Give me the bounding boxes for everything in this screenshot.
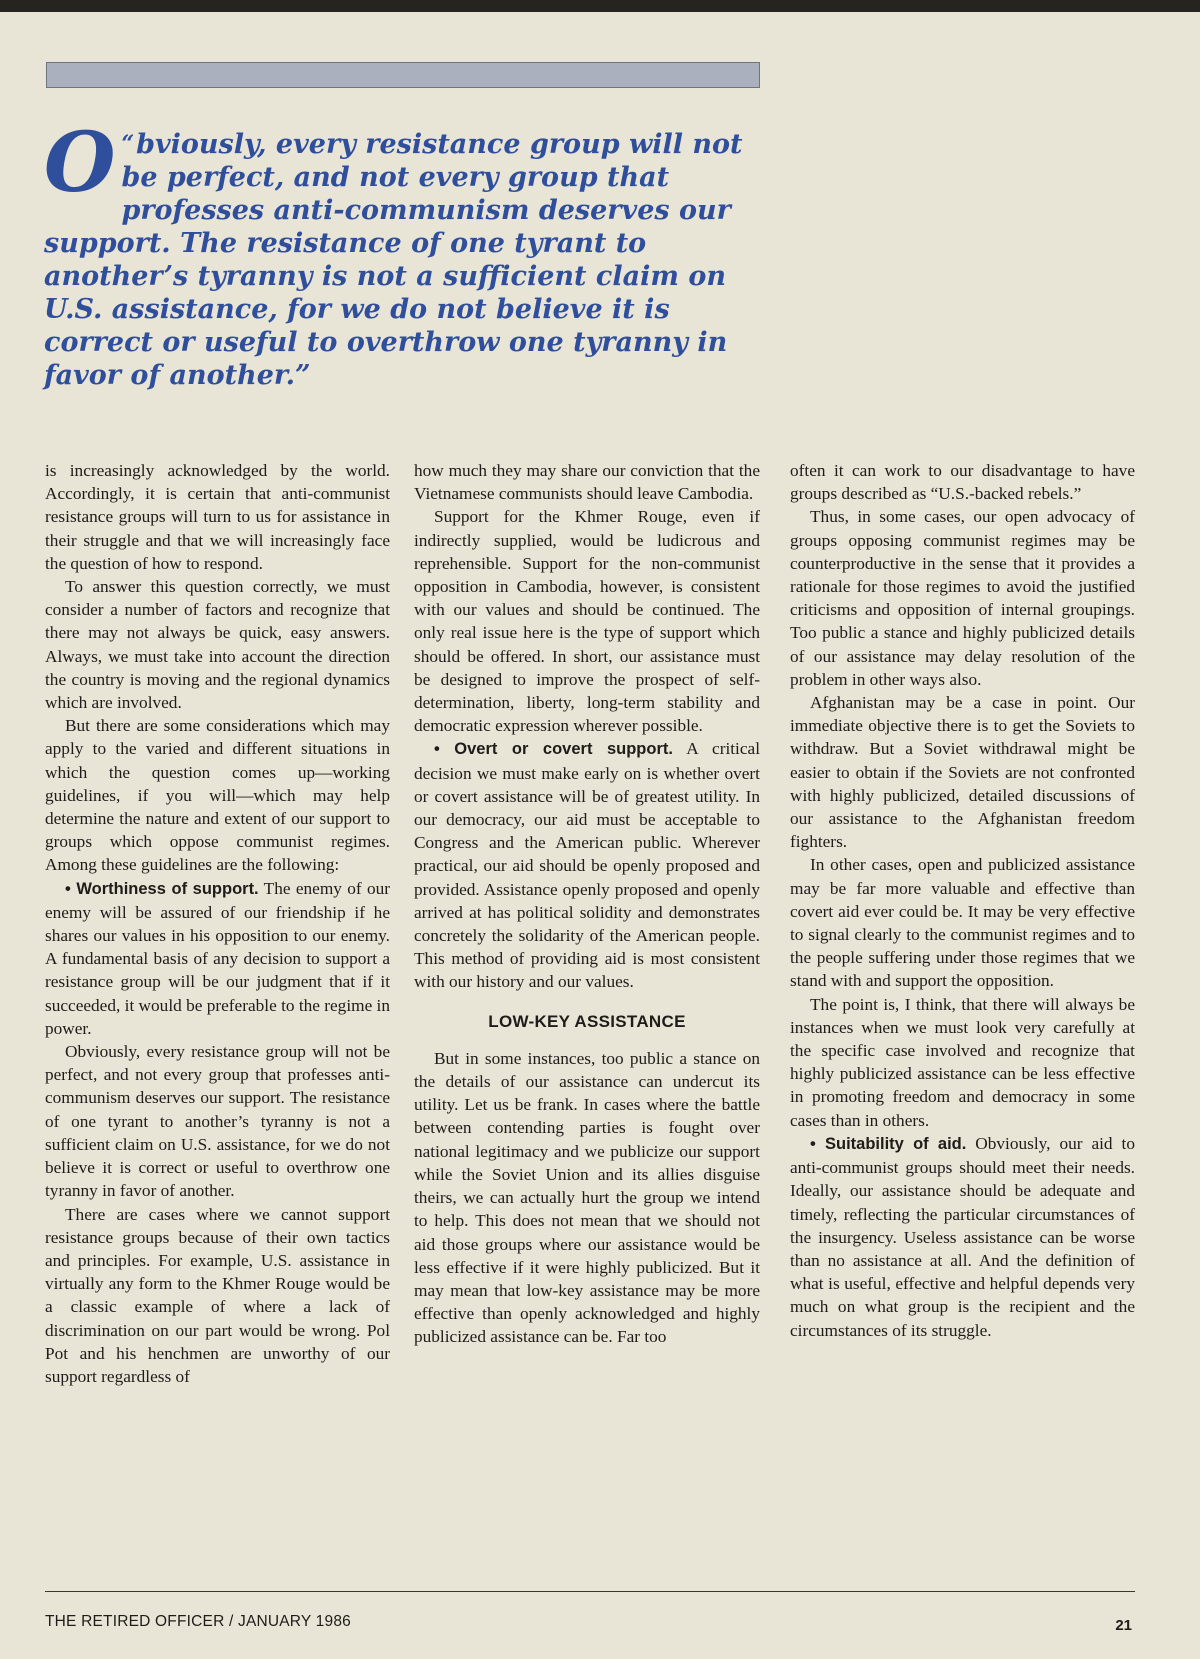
paragraph: Support for the Khmer Rouge, even if indirectly supplied, would be ludicrous and reprehensible. Support for the non-communist opposition in Cambodia, however, is consistent with our values and should be continued. The only real issue here is the type of support which should be offered. In short, our assistance must be designed to improve the prospect of self-determination, liberty, long-term stability and democratic expression wherever possible. — [414, 507, 760, 736]
paragraph: Obviously, every resistance group will not be perfect, and not every group that professes anti-communism deserves our support. The resistance of one tyrant to another’s tyranny is not a sufficient claim on U.S. assistance, for we do not believe it is correct or useful to overthrow one tyranny in favor of another. — [45, 1042, 390, 1201]
top-page-edge — [0, 0, 1200, 12]
paragraph — [790, 1132, 1135, 1342]
header-rule-bar — [46, 62, 760, 88]
article-column-3 — [790, 459, 1135, 1342]
pull-quote — [44, 115, 764, 392]
guideline-heading-worthiness: • Worthiness of support. — [65, 879, 259, 898]
paragraph: The point is, I think, that there will always be instances when we must look very carefully at the specific case involved and recognize that highly publicized assistance can be less effective in promoting freedom and democracy in some cases than in others. — [790, 994, 1135, 1130]
paragraph-text: A critical decision we must make early on is whether overt or covert assistance will be of greatest utility. In our democracy, our aid must be acceptable to Congress and the American public. Wherever practical, our aid should be openly proposed and provided. Assistance openly proposed and openly arrived at has political solidity and demonstrates concretely the solidarity of the American people. This method of providing aid is most consistent with our history and our values. — [414, 739, 760, 992]
paragraph: But there are some considerations which may apply to the varied and different situations in which the question comes up—working guidelines, if you will—which may help determine the nature and extent of our support to groups which oppose communist regimes. Among these guidelines are the following: — [45, 716, 390, 875]
paragraph-text: The enemy of our enemy will be assured of our friendship if he shares our values in his opposition to our enemy. A fundamental basis of any decision to support a resistance group will be our judgment that if it succeeded, it would be preferable to the regime in power. — [45, 878, 391, 1038]
paragraph: often it can work to our disadvantage to have groups described as “U.S.-backed rebels.” — [790, 461, 1135, 504]
paragraph-text: Obviously, our aid to anti-communist groups should meet their needs. Ideally, our assistance should be adequate and timely, reflecting the particular circumstances of the insurgency. Useless assistance can be worse than no assistance at all. And the definition of what is useful, effective and helpful depends very much on what group is the recipient and the circumstances of its struggle. — [790, 1133, 1135, 1340]
paragraph: is increasingly acknowledged by the world. Accordingly, it is certain that anti-communist resistance groups will turn to us for assistance in their struggle and that we will increasingly face the question of how to respond. — [45, 461, 390, 573]
footer-rule — [45, 1591, 1135, 1592]
paragraph: how much they may share our conviction that the Vietnamese communists should leave Cambodia. — [414, 461, 760, 504]
paragraph — [414, 737, 760, 993]
paragraph: To answer this question correctly, we must consider a number of factors and recognize that there may not always be quick, easy answers. Always, we must take into account the direction the country is moving and the regional dynamics which are involved. — [45, 577, 390, 713]
article-column-2 — [414, 459, 760, 1349]
guideline-heading-suitability: • Suitability of aid. — [810, 1134, 967, 1153]
paragraph — [45, 877, 390, 1040]
article-column-1 — [45, 459, 390, 1388]
pull-quote-text: bviously, every resistance group will not be perfect, and not every group that professes anti-communism deserves our support. The resistance of one tyrant to another’s tyranny is not a sufficient claim on U.S. assistance, for we do not believe it is correct or useful to overthrow one tyranny in favor of another.” — [44, 129, 743, 391]
pull-quote-dropcap: O — [44, 115, 116, 211]
paragraph: Thus, in some cases, our open advocacy of groups opposing communist regimes may be counterproductive in the sense that it provides a rationale for those regimes to avoid the justified criticisms and opposition of internal groupings. Too public a stance and highly publicized details of our assistance may delay resolution of the problem in other ways also. — [790, 507, 1135, 689]
paragraph: In other cases, open and publicized assistance may be far more valuable and effective than covert aid ever could be. It may be very effective to signal clearly to the communist regimes and to the people suffering under those regimes that we stand with and support the opposition. — [790, 855, 1135, 991]
pull-quote-open-mark: “ — [121, 131, 135, 157]
publication-footer: THE RETIRED OFFICER / JANUARY 1986 — [45, 1613, 351, 1630]
paragraph: But in some instances, too public a stance on the details of our assistance can undercut its utility. Let us be frank. In cases where the battle between contending parties is fought over national legitimacy and we publicize our support while the Soviet Union and its allies disguise theirs, we can actually hurt the group we intend to help. This does not mean that we should not aid those groups where our assistance would be less effective if it were highly publicized. But it may mean that low-key assistance may be more effective than openly acknowledged and highly publicized assistance can be. Far too — [414, 1048, 760, 1347]
section-subhead: LOW-KEY ASSISTANCE — [488, 1011, 686, 1031]
page-number: 21 — [1115, 1617, 1132, 1634]
paragraph: There are cases where we cannot support resistance groups because of their own tactics and principles. For example, U.S. assistance in virtually any form to the Khmer Rouge would be a classic example of where a lack of discrimination on our part would be wrong. Pol Pot and his henchmen are unworthy of our support regardless of — [45, 1204, 390, 1386]
paragraph: Afghanistan may be a case in point. Our immediate objective there is to get the Soviets to withdraw. But a Soviet withdrawal might be easier to obtain if the Soviets are not confronted with highly publicized, detailed discussions of our assistance to the Afghanistan freedom fighters. — [790, 693, 1135, 852]
guideline-heading-overt-covert: • Overt or covert support. — [434, 740, 673, 759]
